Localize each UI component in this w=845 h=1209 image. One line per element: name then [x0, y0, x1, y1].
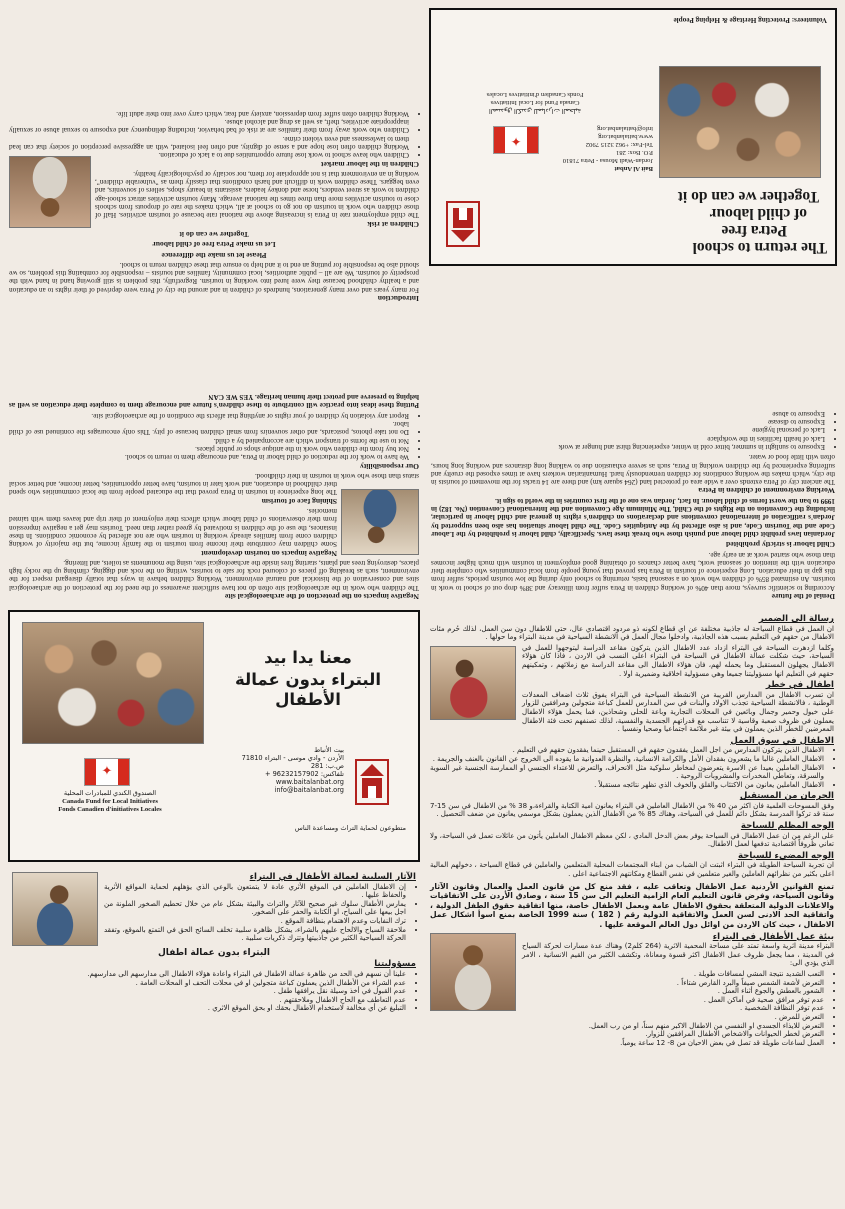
en-list-item: • Exposure to abuse	[431, 409, 825, 417]
fund-name-ar: الصندوق الكندي للمبادرات المحلية	[488, 107, 582, 114]
en-section-heading: Our responsibility	[359, 461, 419, 471]
en-closing: Putting these ideas into practice will contribute to these children's future and encourage them to complete their education as well as helping to preserve and protect their human heritage. YES WE CAN	[9, 393, 419, 410]
en-list-item: • Not buy from the children who work in the antique shops or public places.	[9, 445, 409, 453]
ar-contact-line: info@baitalanbat.org	[274, 786, 344, 794]
ar-list-item: • إن الاطفال العاملين في الموقع الأثري عادة لا يتمتعون بالوعي الذي يؤهلهم لحماية المواقع الأثرية والحفاظ عليها .	[12, 883, 406, 900]
fund-name-ar: الصندوق الكندي للمبادرات المحلية	[63, 790, 157, 797]
en-list-item: • Lack of health facilities in the workplace	[431, 434, 825, 442]
en-paragraph: For many years and over many generations, hundreds of children in and around the city of Petra were deprived of their rights to an education and a healthy childhood because they were lured into working in tourism. Regretfully, this problem is still growing hand in hand with the prosperity of tourism. We are all – public authorities, local community, families and tourists – responsible for combating this problem, so we should also be responsible for putting an end to it and help to ensure that these children return to school.	[9, 260, 419, 294]
ar-photo-child-2	[430, 933, 516, 1011]
ar-contact-line: بيت الأنباط	[314, 746, 344, 754]
en-section-heading: Working environment of children in Petra	[698, 486, 835, 496]
ar-photo-child-1	[430, 646, 516, 720]
ar-org-tagline: متطوعون لحماية التراث ومساعدة الناس	[294, 824, 406, 832]
en-section-heading: Negative impacts on the protection of the archaeological site	[224, 592, 419, 601]
en-contact-line: www.baitalanbat.org	[598, 133, 653, 140]
ar-list-item: • ترك النفايات وعدم الاهتمام بنظافة الموقع .	[12, 917, 406, 926]
en-fund-block	[435, 90, 635, 114]
en-list-item: • Do not take photos, postcards, and other souvenirs from small children because of pity. This only encourages the continued use of child labor.	[9, 420, 409, 437]
ar-contact-line: ص.ب: 281	[310, 762, 344, 770]
ar-section	[430, 852, 834, 879]
en-section-heading: Introduction	[377, 294, 419, 303]
en-paragraph: The ancient city of Petra extends over a wide area of protected land (264 square km) and there are 14 tracks for the movement of tourists in the city, which makes the working conditions for children tremendously hard. Humanitarian workers have at times exposed the cruelty and suffering experienced by the children working in Petra, such as severe exhaustion due to walking long distances and working long hours, often with little food or water.	[431, 453, 835, 487]
ar-section-heading: الآثار السلبية لعمالة الأطفال في البتراء	[249, 872, 416, 882]
en-column-2	[429, 270, 837, 604]
fund-name-fr: Fonds Canadien d'initiatives Locales	[58, 806, 162, 813]
en-cover-photo	[659, 66, 821, 178]
en-photo-child-2	[341, 489, 419, 555]
ar-list-item: • عدم الشراء من الأطفال الذين يعملون كباعة متجولين او في محلات التحف او المحلات العامة .	[12, 979, 406, 988]
en-list-item: • Report any violation by children of your rights or anything that affects the condition of the archaeological site.	[9, 411, 409, 419]
ar-section-heading: اطفال في خطر	[765, 680, 834, 691]
ar-list-item: • الاطفال العاملين يعانون من الاكتئاب والقلق والخوف الذي تظهر نتائجه مستقبلاً .	[430, 781, 824, 790]
ar-list-item: • ملاحقة السياح والالحاح عليهم بالشراء، يشكل ظاهرة سلبية تخلف السائح الحق في التمتع بالموقع، وتفقد الحركة السياحية الكثير من جاذبيتها وتترك ذكريات سلبية .	[12, 926, 406, 943]
ar-section	[12, 960, 416, 1013]
en-paragraph: The long experience in tourism in Petra proved that the educated people from the local communities who spend their childhood in education, and work later in tourism, have better opportunities, better income, and better social status than those who work in tourism in their childhood.	[9, 471, 419, 497]
en-callout: Together we can do it	[179, 229, 249, 239]
en-section-heading: Child labour is strictly prohibited	[725, 540, 835, 550]
en-section	[9, 230, 419, 302]
ar-list-item: • الشعور بالعطش والجوع أثناء العمل .	[430, 987, 824, 996]
ar-list-item: • عدم توفر النظافة الشخصية .	[430, 1004, 824, 1013]
fund-name-en: Canada Fund for Local Initiatives	[490, 99, 580, 106]
ar-bold-paragraph: تمنع القوانين الأردنية عمل الاطفال وتعاقب عليه ، فقد منع كل من قانون العمل والعمال وقانون الآثار وقانون السياحة، وفرض قانون التعليم العام الزامية التعليم الى سن 15 سنة ، وصادق الأردن على الاتفاقيات والاعلانات الدولية المتعلقة بحقوق الاطفال عامة وبعمل الاطفال خاصة، منها اتفاقية حقوق الطفل الدولية ، واتفاقية الحد الادنى لسن العمل والاتفاقية الدولية رقم ( 182 ) سنة 1999 الخاصة بمنع اسوأ اشكال عمل الاطفال ، حيث كان الاردن من اوائل دول العالم الموقعة عليها .	[430, 881, 835, 929]
ar-paragraph: ان تسرب الاطفال من المدارس القريبة من الانشطة السياحية في البتراء يفوق ثلاث اضعاف المعدلات الوطنية ، فالانشطة السياحية تجذب الاولاد والبنات في سن المدارس للعمل كباعة متجولين ومرافقين للزوار على خيول وحمير وجمال وبائعين في المحلات التجارية وباعة للحلى وشحاذين، فما يحمل هؤلاء الاطفال يعملون في ظروف صعبة وقاسية لا تتناسب مع قدراتهم الجسدية والنفسية، لذلك تصنفهم تحت فئة الاطفال المعرضين للخطر الذين يعملون في بيئة غير ملائمة اجتماعيا وصحيا ونفسيا .	[522, 690, 834, 734]
ar-column-left	[426, 610, 838, 1203]
en-section	[9, 559, 419, 600]
en-list-item: • Working children often suffer from depression, anxiety and fear, which carry over into their adult life.	[9, 109, 409, 117]
en-section-heading: Shining face of tourism	[261, 496, 337, 506]
en-contact-line: Tel-Fax: +962 3215 7902	[585, 141, 653, 148]
en-contact-line: info@baitalanbat.org	[597, 125, 653, 132]
ar-contact-line: www.baitalanbat.org	[275, 778, 344, 786]
ar-section-heading: مسؤوليتنا	[374, 959, 416, 970]
ar-paragraph: البتراء مدينة اثرية واسعة تمتد على مساحة المحمية الاثرية (264 كلم2) وهناك عدة مسارات لحركة السياح في المدينة ، مما يجعل ظروف عمل الاطفال اكثر قسوة ومعاناة، وتكشف الكثير من القيم الانسانية ، الامر الذي يؤدي الى:	[522, 942, 834, 968]
ar-section-heading: الوجه المضيء للسياحة	[737, 850, 834, 861]
ar-list-item: • التبليغ عن أي مخالفة لاستخدام الاطفال بحقك او بحق الموقع الاثري .	[12, 1004, 406, 1013]
en-paragraph: According to scientific surveys, more than 40% of working children in Petra suffer from illiteracy and 38% drop out of school to work in tourism. An estimated 85% of children who work on a seasonal basis, returning to school only during the low tourism periods, suffer from this gap in their education. Long experience of tourism in Petra has proved that young people from local communities who complete their education with the intention of seasonal work, have better chances of obtaining good employment in tourism with much higher incomes than those who started work at an early age.	[431, 550, 835, 592]
en-section	[431, 409, 835, 494]
ar-section	[430, 792, 834, 819]
ar-section	[430, 615, 834, 678]
en-callout: Please let us make the difference	[161, 250, 267, 260]
en-section	[431, 550, 835, 600]
ar-section-heading: رسالة الى الضمير	[758, 614, 834, 624]
ar-cover-photo	[22, 622, 204, 744]
en-paragraph: The children who work in the archaeological site often do not have sufficient awareness of the need for the protection of the archaeological sites and conservation of the historical and natural environment. Working children behave in ways that totally disregard respect for the environment, such as breaking off pieces of coloured rock for sale to tourists, writing on the rock and digging, climbing up the rocky high places, destroying trees and plants, starting fires inside the archaeological site, using the monuments as toilets, and littering.	[9, 558, 419, 592]
en-bold-paragraph: Jordanian laws prohibit child labour and punish those who break these laws. Specifically, child labour is prohibited by the Labour Code and the Tourism Code, and is also affected by the Antiquities Code. The child labour situation has also been supported by Jordan's ratification of international conventions and declarations on children's rights in general and child labour in particular, including the Convention on the Rights of the Child, The Minimum Age Convention and the International Convention (No. 182) in 1999 to ban the worst forms of child labour. In fact, Jordan was one of the first countries in the world to sign it.	[431, 496, 835, 538]
ar-list-item: • الاطفال العاملين غالبا ما يشعرون بفقدان الأمل والكرامة الانسانية، والنظرة العدوانية ما يقوده الى الخروج عن القانون بالعنف والجريمة .	[430, 755, 824, 764]
ar-title-box	[8, 610, 420, 862]
ar-list-item: • يمارس الأطفال سلوك غير صحيح للآثار والتراث والبيئة بشكل عام من خلال تحطيم الصخور الملونة من اجل بيعها على السياح، او الكتابة والحفر على الصخور.	[12, 900, 406, 917]
en-list-item: • Children who work away from their families are at risk of bad behavior, including delinquency and exposure to sexual abuse or sexually inappropriate activities, theft, as well as drug and alcohol abuse.	[9, 118, 409, 135]
en-section-heading: Denial of the future	[771, 592, 835, 601]
canada-flag	[493, 126, 539, 154]
ar-paragraph: على الرغم من ان عمل الاطفال في السياحة يوفر بعض الدخل المادي ، لكن معظم الاطفال العاملين يأتون من عائلات تعمل في السياحة، ولا تعاني ظروفاً اقتصادية تدفعها لعمل الاطفال.	[430, 831, 834, 849]
volunteers-tagline: Volunteers: Protecting Heritage & Helping People	[673, 16, 827, 25]
ar-section-heading: الحرمان من المستقبل	[739, 791, 834, 802]
en-paragraph: Some children may contribute their income from tourism to the family income, but the majority of working children come from families already working in tourism who are not affected by economic conditions. In these instances, the use of the children is motivated by greed rather than need. Tourists may get a negative impression from their observations of child labour which affects their enjoyment of their trip and leaves them with tainted memories.	[9, 507, 337, 549]
ar-list-item: • التعرض للمرض .	[430, 1013, 824, 1022]
maple-leaf-icon: ✦	[510, 133, 522, 148]
ar-contact-block	[224, 746, 344, 794]
en-contact-block	[553, 124, 653, 172]
ar-list-item: • علينا أن نسهم في الحد من ظاهرة عمالة الاطفال في البتراء واعادة هؤلاء الاطفال الى مدارسهم الى مدارسهم.	[12, 970, 406, 979]
canada-flag	[84, 758, 130, 786]
bait-al-anbat-logo	[352, 756, 392, 808]
en-paragraph: The child employment rate in Petra is increasing above the national rate because of tourism activities. Half of those children who work in tourism do not go to school at all, which makes the rate of dropouts from schools close to tourism activities more than three times the national average. Many tourism activities attract school-age children to work as street vendors, horse and donkey leaders, assistants in beauty shops, sellers of souvenirs, and even beggars. These children work in difficult and harsh conditions that classify them as "vulnerable children", working in an environment that is not appropriate for them, nor socially or psychologically healthy.	[95, 169, 419, 220]
ar-list-item: • الاطفال العاملين بعيدا عن الاسرة يتعرضون لمخاطر سلوكية مثل الانحراف، والتعرض للاعتداء الجنسي او الممارسة الجنسية غير السوية والسرقة، وتعاطي المخدرات والمشروبات الروحية .	[430, 764, 824, 781]
en-callout: Let us make Petra free of child labour	[152, 240, 276, 250]
ar-list-item: • العمل لساعات طويلة قد تصل في بعض الاحيان من 8- 12 ساعة يومياً.	[430, 1039, 824, 1048]
en-title-panel	[429, 8, 837, 266]
en-list-item: • Exposure to disease	[431, 418, 825, 426]
ar-fund-block	[20, 790, 200, 814]
en-section	[431, 496, 835, 548]
en-title-line2: Petra free	[721, 222, 787, 239]
ar-list-item: • التعب الشديد نتيجة المشي لمسافات طويلة .	[430, 970, 824, 979]
ar-contact-line: الأردن - وادي موسى - البتراء 71810	[241, 754, 344, 762]
en-section-heading: Children in the labour market	[320, 159, 419, 169]
en-column-3	[7, 310, 421, 604]
maple-leaf-icon: ✦	[101, 764, 113, 779]
en-title-line1: The return to school	[692, 239, 827, 256]
en-list-item: • Lack of personal hygiene	[431, 426, 825, 434]
ar-section-heading: بيئة عمل الأطفال في البتراء	[712, 931, 834, 942]
ar-column-right-lower	[8, 868, 420, 1203]
ar-paragraph: وكلما ازدهرت السياحة في البتراء ازداد عدد الاطفال الذين يتركون مقاعد الدراسة ليتوجهوا للعمل في السياحة، حيث شكلت عمالة الاطفال في السياحة في البتراء اعلى النسب في الاردن ، فاذا كان هؤلاء الاطفال يجهلون المستقبل وما يحمله لهم، فان هؤلاء الاطفال الى مقاعد الدراسة مع زملائهم ، وتمكينهم حقهم في التعليم انها مسؤوليتنا جميعا وهي مسؤولية اخلاقية وضميرية اولا .	[522, 643, 834, 678]
en-list-item: • Not to use the forms of transport which are accompanied by a child.	[9, 436, 409, 444]
en-title-line3: of child labour	[709, 205, 807, 222]
ar-photo-child-3	[12, 872, 98, 946]
ar-paragraph: وفق المسوحات العلمية فان اكثر من 40 % من الاطفال العاملين في البتراء يعانون امية الكتابة والقراءة،و 38 % من الاطفال في سن 15-7 سنة قد تركوا المدرسة بشكل دائم للعمل في السياحة، وهناك 85 % من الاطفال الذين يعملون بشكل موسمي يعانون من ضعف التحصيل .	[430, 801, 834, 819]
ar-section-heading: الاطفال في سوق العمل	[730, 735, 834, 746]
ar-list-item: • التعرض لخطر الحيوانات والاشخاص الاطفال المرافقين للزوار.	[430, 1030, 824, 1039]
ar-section	[430, 822, 834, 849]
en-list-item: • Exposure to sunlight in summer, bitter cold in winter, experiencing thirst and hunger at work	[431, 443, 825, 451]
en-contact-line: Bait Al Anbat	[614, 165, 653, 172]
en-contact-line: Jordan-Wadi Mousa - Petra 71810	[562, 157, 653, 164]
en-section-heading: Children at risk	[367, 219, 419, 229]
en-list-item: • Children who leave school to work lose future opportunities due to a lack of education.	[9, 151, 409, 159]
ar-section	[430, 737, 834, 790]
english-half	[6, 6, 839, 606]
en-section-heading: Negative impacts on tourism development	[201, 548, 337, 558]
fund-name-fr: Fonds Canadien d'initiatives Locales	[486, 91, 584, 98]
ar-title-line2: البتراء بدون عمالة الأطفال	[235, 670, 381, 709]
ar-title-line1: معنا يدا بيد	[264, 648, 352, 667]
ar-list-item: • عدم توفر مرافق صحية في أماكن العمل .	[430, 996, 824, 1005]
ar-contact-line: تلفاكس: 96232157902 +	[264, 770, 344, 778]
en-list-item: • Working children often lose hope and a sense of dignity, and often feel isolated, with an aggressive perception of society that can lead them to lawlessness and even violent crime.	[9, 134, 409, 151]
en-photo-child-1	[9, 156, 91, 228]
ar-section	[430, 882, 834, 930]
ar-list-item: • عدم القبول في أخذ وسيلة نقل يرافقها طفل .	[12, 987, 406, 996]
ar-list-item: • الاطفال الذين يتركون المدارس من اجل العمل يفقدون حقهم في المستقبل حينما يفقدون حقهم في التعليم .	[430, 746, 824, 755]
ar-center-heading: البتراء بدون عمالة اطفال	[158, 947, 270, 958]
en-list-item: • We have to work for the reduction of child labour in Petra, and encourage them to return to school.	[9, 453, 409, 461]
en-column-1	[7, 8, 421, 306]
ar-list-item: • التعرض للايذاء الجسدي او النفسي من الاطفال الاكبر منهم سناً، او من رب العمل.	[430, 1022, 824, 1031]
ar-section-heading: الوجه المظلم للسياحة	[740, 821, 834, 832]
bait-al-anbat-logo	[443, 198, 483, 250]
ar-paragraph: ان العمل في قطاع السياحة له جاذبية مختلفة عن اي قطاع لكونه ذو مردود اقتصادي عال، حتى للاطفال دون سن العمل، لذلك حُرم مئات الاطفال من حقهم في التعليم بسبب هذه الجاذبية، وادخلوا مجال العمل في الانشطة السياحية في مدينة البتراء وما حولها .	[430, 624, 834, 642]
en-contact-line: P.O. Box: 281	[615, 149, 653, 156]
en-section	[9, 411, 419, 469]
en-title-line4: Together we can do it	[677, 188, 819, 205]
ar-list-item: • التعرض لأشعة الشمس صيفاً والبرد القارص شتاءاً .	[430, 979, 824, 988]
fund-name-en: Canada Fund for Local Initiatives	[62, 798, 158, 805]
ar-list-item: • عدم التعاطف مع الحاح الاطفال وملاحقتهم .	[12, 996, 406, 1005]
ar-paragraph: ان تجربة السياحة الطويلة في البتراء اثبتت ان الشباب من ابناء المجتمعات المحلية المتعلمين والعاملين في قطاع السياحة ، دخولهم المالية اعلى بكثير من نظرائهم العاملين والغير متعلمين في نفس القطاع ومكانتهم الاجتماعية اعلى .	[430, 861, 834, 879]
